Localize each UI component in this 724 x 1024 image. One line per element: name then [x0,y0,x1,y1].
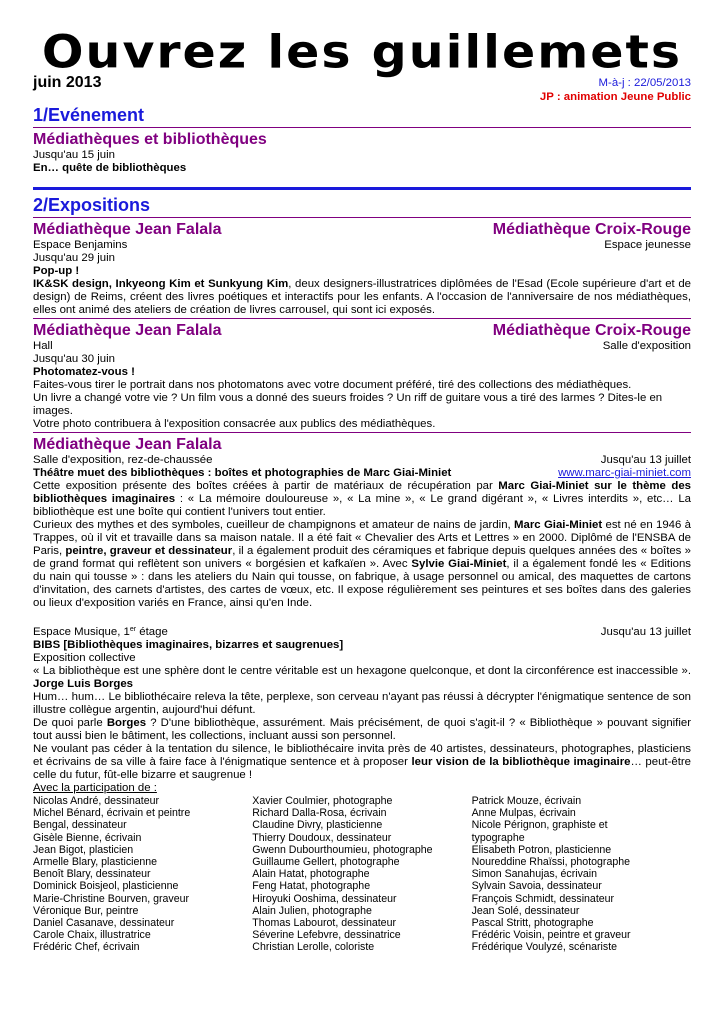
section-evenement-title: 1/Evénement [33,105,145,125]
participant-item: Bengal, dessinateur [33,819,127,832]
event-venue: Médiathèques et bibliothèques [33,131,267,148]
participant-item: Richard Dalla-Rosa, écrivain [252,807,387,820]
description-text: , deux designers-illustratrices diplômées de l'Esad (Ecole supérieure d'art et de design) de Reims, créent des livres poétiques et interactifs pour les enfants. A l'occasion de l'anniversaire de nos médiathèques, elles ont animé des ateliers de création de livres carrousel, qui sont ici exposés. [33,278,691,316]
expo-venues [33,321,691,340]
participant-item: Nicole Pérignon, graphiste et [471,819,608,832]
text: , il a également produit des céramiques et fabrique depuis quelques années des « boîtes » de grand format qui reflètent son univers « borgésien et kafkaïen ». Avec [33,545,691,570]
event-name: En… quête de bibliothèques [33,162,187,174]
text-bold: Marc Giai-Miniet sur le thème des bibliothèques imaginaires [33,480,691,505]
participant-item: Frédéric Chef, écrivain [33,941,140,954]
spacer [33,610,691,623]
text: Ne voulant pas céder à la tentation du silence, le bibliothécaire invita près de 40 artistes, dessinateurs, photographes, plasticiens et écrivains de sa ville à faire face à l'énigmatique sentence et à proposer [33,743,691,768]
participant-item: Jean Bigot, plasticien [33,843,134,856]
place-right: Espace jeunesse [604,239,691,251]
participant-item: Alain Hatat, photographe [252,868,370,881]
expo-dates: Jusqu'au 13 juillet [600,454,691,466]
participant-item: Noureddine Rhaïssi, photographe [471,856,631,869]
participants-column-1 [33,795,252,954]
expo-name-row [33,467,691,480]
section-divider [33,187,691,190]
participant-item: Michel Bénard, écrivain et peintre [33,807,191,820]
text: ? D'une bibliothèque, assurément. Mais précisément, de quoi s'agit-il ? « Bibliothèque » pouvant signifier tout aussi bien le bâtiment, les collections, incluant aussi son personnel. [33,717,692,742]
participant-item: Jean Solé, dessinateur [471,904,580,917]
expo-paragraph [33,717,691,743]
issue-date: juin 2013 [33,74,102,91]
text-bold: Marc Giai-Miniet [514,519,603,531]
participant-item: Thomas Labourot, dessinateur [252,917,396,930]
expo-places [33,239,691,252]
participant-item: Christian Lerolle, coloriste [252,941,375,954]
participant-item: typographe [471,831,525,844]
newsletter-title: Ouvrez les guillemets [41,26,683,79]
place [33,626,168,639]
expo-name: Photomatez-vous ! [33,366,135,378]
participant-item: Patrick Mouze, écrivain [471,795,582,807]
participant-item: Simon Sanahujas, écrivain [471,868,598,881]
expo-paragraph: Votre photo contribuera à l'exposition consacrée aux publics des médiathèques. [33,418,436,430]
expo-quote [33,665,691,691]
participant-item: Hiroyuki Ooshima, dessinateur [252,892,397,905]
participation-heading: Avec la participation de : [33,782,157,794]
header-row [33,74,691,104]
participants-column-3 [472,795,691,954]
expo-type: Exposition collective [33,652,136,664]
expo-name: BIBS [Bibliothèques imaginaires, bizarres et saugrenues] [33,639,344,651]
expo-venues [33,220,691,239]
place-left: Espace Benjamins [33,239,128,251]
participant-item: Sylvain Savoia, dessinateur [471,880,602,893]
participant-item: Gisèle Bienne, écrivain [33,831,142,844]
expo-dates: Jusqu'au 13 juillet [600,626,691,638]
participant-item: Nicolas André, dessinateur [33,795,160,807]
text: Curieux des mythes et des symboles, cueilleur de champignons et amateur de nains de jardin, [33,519,515,531]
text: est né en 1946 à Trappes, où il vit et travaille dans sa maison natale. Il a été fait « Chevalier des Arts et Lettres » en 2000. Diplômé de l'ENSBA de Paris, [33,519,691,557]
expo-places [33,340,691,353]
place-left: Hall [33,340,53,352]
participant-item: Guillaume Gellert, photographe [252,856,400,869]
text: : « La mémoire douloureuse », « La mine », « Le grand digérant », « Livres interdits », etc… La bibliothèque est une boîte qui contient l'univers tout entier. [33,493,692,518]
participant-item: Anne Mulpas, écrivain [471,807,576,820]
participant-item: Dominick Boisjeol, plasticienne [33,880,179,893]
text: Espace Musique, 1 [33,626,130,638]
participant-item: Xavier Coulmier, photographe [252,795,393,807]
expo-dates: Jusqu'au 30 juin [33,353,115,365]
text-bold: Sylvie Giai-Miniet [411,558,507,570]
participant-item: Gwenn Dubourthoumieu, photographe [252,843,433,856]
participant-item: Elisabeth Potron, plasticienne [471,843,612,856]
expo-paragraph: Faites-vous tirer le portrait dans nos photomatons avec votre document préféré, tiré des collections des médiathèques. [33,379,632,391]
text: étage [136,626,168,638]
text-sup: er [129,626,137,633]
expo-paragraph: Un livre a changé votre vie ? Un film vous a donné des sueurs froides ? Un riff de guitare vous a tiré des larmes ? Dites-le en images. [33,392,663,417]
expo-name: Pop-up ! [33,265,80,277]
text: … peut-être celle du futur, fût-elle bizarre et saugrenue ! [33,756,691,781]
expo-paragraph [33,480,691,519]
participant-item: Pascal Stritt, photographe [471,917,594,930]
expo-name: Théâtre muet des bibliothèques : boîtes et photographies de Marc Giai-Miniet [33,467,452,479]
text: De quoi parle [33,717,107,729]
participant-item: Carole Chaix, illustratrice [33,929,151,942]
section-expositions-title: 2/Expositions [33,195,151,215]
text-bold: Borges [106,717,147,729]
venue-title-right: Médiathèque Croix-Rouge [492,322,691,339]
text-bold: leur vision de la bibliothèque imaginaire [411,756,631,768]
expo-description [33,278,691,317]
participant-item: Feng Hatat, photographe [252,880,371,893]
participant-item: Frédéric Voisin, peintre et graveur [471,929,631,942]
text-bold: Jorge Luis Borges [33,678,134,690]
divider [33,318,691,319]
venue-title: Médiathèque Jean Falala [33,436,222,453]
participant-item: Frédérique Voulyzé, scénariste [471,941,618,954]
place: Salle d'exposition, rez-de-chaussée [33,454,213,466]
expo-paragraph [33,743,691,782]
venue-title-left: Médiathèque Jean Falala [33,322,222,339]
text: , il a également fondé les « Editions du nain qui tousse » : dans les ateliers du Nain qui tousse, on fabrique, à usage personnel ou amical, des maquettes de cartons d'invitation, des carnets d'artistes, des cartes de vœux, etc. Il expose régulièrement ses peintures et ses boîtes dans des galeries ou lieux d'exposition variés en France, ainsi qu'en Inde. [33,558,691,609]
divider [33,432,691,433]
artist-names: IK&SK design, Inkyeong Kim et Sunkyung Kim [33,278,289,290]
participant-item: Daniel Casanave, dessinateur [33,917,175,930]
venue-title-left: Médiathèque Jean Falala [33,221,222,238]
text: Cette exposition présente des boîtes créées à partir de matériaux de récupération par [33,480,499,492]
expo-dates: Jusqu'au 29 juin [33,252,115,264]
artist-website-link[interactable]: www.marc-giai-miniet.com [558,467,691,479]
event-dates: Jusqu'au 15 juin [33,149,115,161]
participant-item: Véronique Bur, peintre [33,904,139,917]
venue-title-right: Médiathèque Croix-Rouge [492,221,691,238]
jp-legend: JP : animation Jeune Public [539,91,691,103]
document-page [33,26,692,954]
expo-place-row [33,454,691,467]
participant-item: Alain Julien, photographe [252,904,372,917]
participant-item: Benoît Blary, dessinateur [33,868,151,881]
expo-paragraph: Hum… hum… Le bibliothécaire releva la tête, perplexe, son cerveau n'ayant pas réussi à décrypter l'énigmatique sentence de son illustre collègue argentin, aujourd'hui défunt. [33,691,691,716]
divider [33,127,691,128]
participant-item: Claudine Divry, plasticienne [252,819,383,832]
participant-item: Thierry Doudoux, dessinateur [252,831,392,844]
update-date: M-à-j : 22/05/2013 [598,77,691,89]
expo-paragraph [33,519,691,610]
participant-item: François Schmidt, dessinateur [471,892,615,905]
expo-place-row [33,626,691,639]
text-bold: peintre, graveur et dessinateur [65,545,233,557]
text: « La bibliothèque est une sphère dont le centre véritable est un hexagone quelconque, et dont la circonférence est inaccessible ». [33,665,691,677]
participant-item: Séverine Lefebvre, dessinatrice [252,929,401,942]
participants-list [33,795,691,954]
divider [33,217,691,218]
place-right: Salle d'exposition [602,340,691,352]
participant-item: Marie-Christine Bourven, graveur [33,892,190,905]
participant-item: Armelle Blary, plasticienne [33,856,158,869]
participants-column-2 [252,795,471,954]
